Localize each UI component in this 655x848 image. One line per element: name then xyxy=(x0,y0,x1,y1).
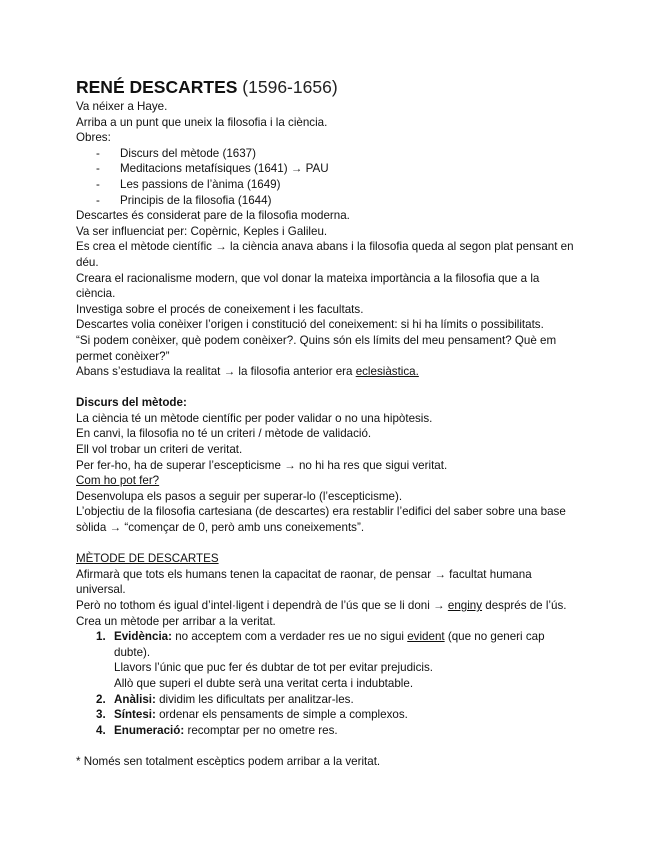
body-line: Per fer-ho, ha de superar l’escepticisme → no hi ha res que sigui veritat. xyxy=(76,458,448,472)
body-text: Abans s’estudiava la realitat → la filosofia anterior era xyxy=(76,365,356,379)
step-text: recomptar per no ometre res. xyxy=(184,723,338,737)
title-name: RENÉ DESCARTES xyxy=(76,77,238,97)
underlined-term: eclesiàstica. xyxy=(355,365,419,379)
dash-bullet: - xyxy=(96,177,100,191)
intro-line: Obres: xyxy=(76,131,111,145)
works-list xyxy=(76,146,576,208)
underlined-term: evident xyxy=(407,630,445,644)
underlined-term: enginy xyxy=(447,599,483,612)
step-text: (que no generi cap dubte). xyxy=(114,630,545,659)
step-label: Enumeració: xyxy=(114,723,185,737)
dash-bullet: - xyxy=(96,146,100,160)
body-line: Ell vol trobar un criteri de veritat. xyxy=(76,443,243,457)
body-line: Creara el racionalisme modern, que vol donar la mateixa importància a la filosofia que a la ciència. xyxy=(76,271,540,301)
step-text: dividim les dificultats per analitzar-les. xyxy=(155,692,354,706)
list-item xyxy=(76,193,576,209)
body-line: Afirmarà que tots els humans tenen la capacitat de raonar, de pensar → facultat humana universal. xyxy=(76,567,532,597)
list-item xyxy=(76,146,576,162)
dash-bullet: - xyxy=(96,162,100,176)
body-line: Investiga sobre el procés de coneixement i les facultats. xyxy=(76,302,364,316)
list-item-text xyxy=(114,707,576,723)
list-number: 1. xyxy=(96,630,106,644)
question-heading: Com ho pot fer? xyxy=(76,474,160,488)
method-steps-list xyxy=(76,629,576,738)
list-item-text xyxy=(114,629,576,660)
title-years: (1596-1656) xyxy=(242,77,338,97)
body-text: Però no tothom és igual d’intel·ligent i dependrà de l’ús que se li doni → xyxy=(76,599,448,612)
body-line: Desenvolupa els pasos a seguir per superar-lo (l’escepticisme). xyxy=(76,489,403,503)
intro-line: Arriba a un punt que uneix la filosofia i la ciència. xyxy=(76,115,328,129)
section-heading-discurs: Discurs del mètode: xyxy=(76,396,187,410)
list-item-text: Meditacions metafísiques (1641) → PAU xyxy=(120,162,329,176)
step-text: ordenar els pensaments de simple a complexos. xyxy=(155,708,408,722)
list-item-text xyxy=(114,692,576,708)
list-item xyxy=(76,629,576,660)
body-line: L’objectiu de la filosofia cartesiana (de descartes) era restablir l’edifici del saber sobre una base sòlida → “començar de 0, però amb uns coneixements”. xyxy=(76,505,566,535)
body-line xyxy=(76,364,576,380)
list-item xyxy=(76,707,576,723)
body-line: La ciència té un mètode científic per poder validar o no una hipòtesis. xyxy=(76,411,433,425)
list-item-text: Les passions de l’ànima (1649) xyxy=(120,177,281,191)
list-item xyxy=(76,161,576,177)
body-line: Descartes és considerat pare de la filosofia moderna. xyxy=(76,209,350,223)
step-label: Anàlisi: xyxy=(114,692,156,706)
step-label: Evidència: xyxy=(114,630,172,644)
body-line: Va ser influenciat per: Copèrnic, Keples i Galileu. xyxy=(76,224,328,238)
list-item xyxy=(76,723,576,739)
body-line: Es crea el mètode científic → la ciència anava abans i la filosofia queda al segon plat pensant en déu. xyxy=(76,240,574,269)
list-item-text: Principis de la filosofia (1644) xyxy=(120,193,272,207)
document-page xyxy=(76,76,576,770)
list-number: 4. xyxy=(96,723,106,737)
step-note: Llavors l’únic que puc fer és dubtar de tot per evitar prejudicis. xyxy=(114,661,433,675)
list-number: 2. xyxy=(96,692,106,706)
step-label: Síntesi: xyxy=(114,708,156,722)
body-line: Descartes volia conèixer l’origen i constitució del coneixement: si hi ha límits o possibilitats. xyxy=(76,318,544,332)
body-line xyxy=(76,598,576,614)
body-line: En canvi, la filosofia no té un criteri / mètode de validació. xyxy=(76,427,372,441)
page-title xyxy=(76,76,576,98)
body-text: després de l’ús. xyxy=(482,599,567,612)
list-number: 3. xyxy=(96,708,106,722)
list-item-text xyxy=(114,723,576,739)
step-note: Allò que superi el dubte serà una veritat certa i indubtable. xyxy=(114,676,414,690)
list-item-text: Discurs del mètode (1637) xyxy=(120,146,256,160)
footnote: * Només sen totalment escèptics podem arribar a la veritat. xyxy=(76,754,381,768)
dash-bullet: - xyxy=(96,193,100,207)
body-line: Crea un mètode per arribar a la veritat. xyxy=(76,614,276,628)
intro-line: Va néixer a Haye. xyxy=(76,100,168,113)
list-item xyxy=(76,177,576,193)
list-item xyxy=(76,692,576,708)
step-text: no acceptem com a verdader res ue no sigui xyxy=(172,630,408,644)
section-heading-metode: MÈTODE DE DESCARTES xyxy=(76,552,219,566)
body-line: “Si podem conèixer, què podem conèixer?. Quins són els límits del meu pensament? Què em permet conèixer?” xyxy=(76,333,557,363)
